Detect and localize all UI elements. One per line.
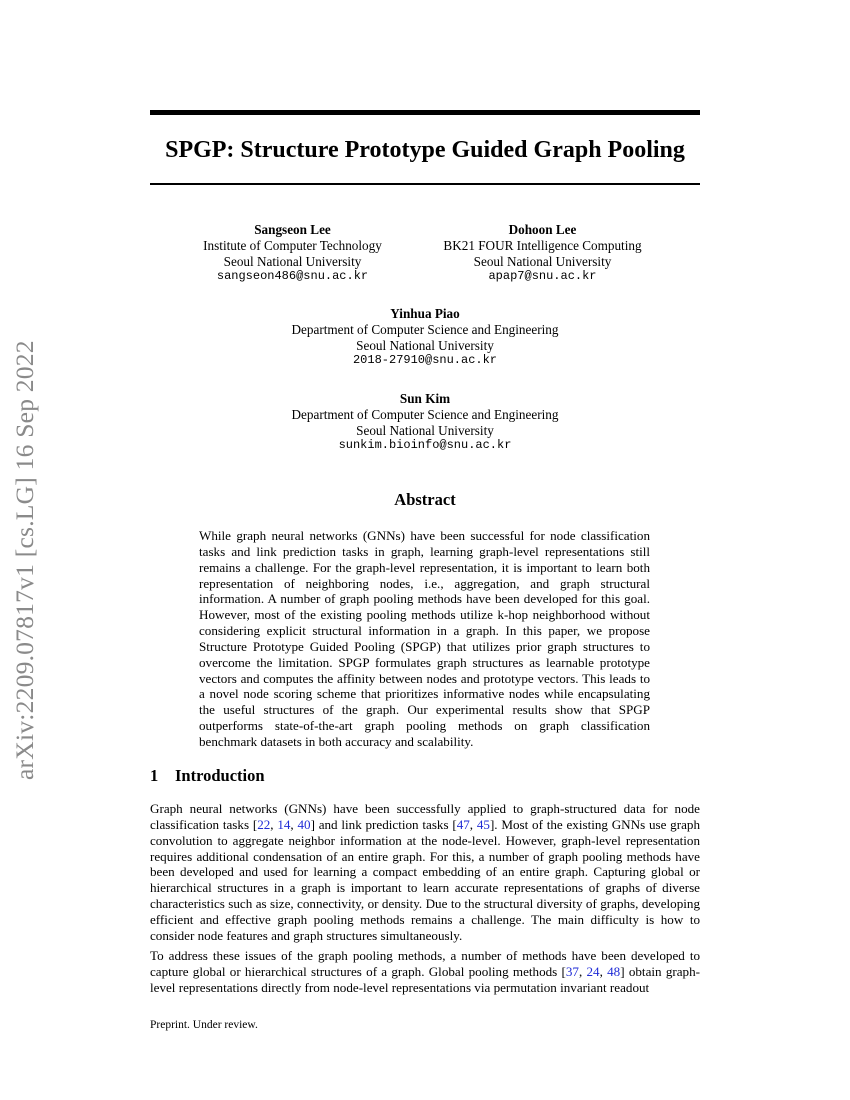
citation-separator: , [270,816,278,832]
citation-link[interactable]: 37 [565,963,579,979]
section-heading-introduction [150,766,265,786]
author-affiliation: Department of Computer Science and Engineering [291,406,559,422]
paragraph-text: Graph neural networks (GNNs) have been successfully applied to graph-structured data for node classification tasks [ [150,801,700,832]
citation-link[interactable]: 24 [586,963,600,979]
paragraph-text: ] and link prediction tasks [ [310,816,457,832]
author-university: Seoul National University [356,337,494,353]
section-number: 1 [150,766,159,785]
author-university: Seoul National University [473,253,612,269]
citation-separator: , [469,816,477,832]
citation-separator: , [599,963,608,979]
arxiv-identifier-stamp: arXiv:2209.07817v1 [cs.LG] 16 Sep 2022 [10,340,39,780]
citation-link[interactable]: 40 [297,816,311,832]
paragraph-text: To address these issues of the graph pooling methods, a number of methods have been developed to capture global or hierarchical structures of a graph. Global pooling methods [ [150,948,700,979]
author-name: Yinhua Piao [390,306,460,321]
author-name: Dohoon Lee [508,222,577,237]
section-title: Introduction [175,766,265,785]
author-affiliation: Institute of Computer Technology [203,237,382,253]
citation-link[interactable]: 47 [456,816,470,832]
author-name: Sangseon Lee [254,222,331,237]
author-email[interactable]: sangseon486@snu.ac.kr [216,269,369,284]
author-email[interactable]: sunkim.bioinfo@snu.ac.kr [338,438,512,453]
title-bottom-rule [150,183,700,185]
author-university: Seoul National University [223,253,362,269]
intro-paragraph-1 [150,801,700,944]
abstract-heading: Abstract [394,490,456,509]
citation-separator: , [290,816,298,832]
author-email[interactable]: apap7@snu.ac.kr [488,269,597,284]
paragraph-text: ]. Most of the existing GNNs use graph convolution to aggregate neighbor information at the node-level. However, graph-level representation requires additional condensation of an entire graph. For this, a number of graph pooling methods have been developed and used for learning a compact embedding of an entire graph. Capturing global or hierarchical structures in a graph is important to learn accurate representations of graphs of diverse characteristics such as size, connectivity, or density. Due to the structural diversity of graphs, developing efficient and effective graph pooling methods remains a challenge. The main difficulty is how to consider node features and graph structures simultaneously. [150,816,700,943]
citation-link[interactable]: 22 [257,816,271,832]
author-affiliation: BK21 FOUR Intelligence Computing [443,237,642,253]
author-name: Sun Kim [399,391,451,406]
citation-separator: , [578,963,587,979]
author-block-2 [415,222,670,285]
author-block-3 [150,306,700,369]
abstract-text: While graph neural networks (GNNs) have been successful for node classification tasks and link prediction tasks in graph, learning graph-level representations still remains a challenge. For the graph-level representation, it is important to learn both representation of neighboring nodes, i.e., aggregation, and graph structural information. A number of graph pooling methods have been developed for this goal. However, most of the existing pooling methods utilize k-hop neighborhood without considering explicit structural information in a graph. In this paper, we propose Structure Prototype Guided Pooling (SPGP) that utilizes prior graph structures to overcome the limitation. SPGP formulates graph structures as learnable prototype vectors and computes the affinity between nodes and prototype vectors. This leads to a novel node scoring scheme that prioritizes informative nodes while encapsulating the useful structures of the graph. Our experimental results show that SPGP outperforms state-of-the-art graph pooling methods on graph classification benchmark datasets in both accuracy and scalability. [199,528,650,749]
footer-note: Preprint. Under review. [150,1019,258,1031]
author-university: Seoul National University [356,422,494,438]
author-affiliation: Department of Computer Science and Engineering [291,321,559,337]
title-top-rule [150,110,700,115]
paper-title: SPGP: Structure Prototype Guided Graph Pooling [165,137,685,163]
author-block-1 [170,222,415,285]
citation-link[interactable]: 48 [607,963,621,979]
author-block-4 [150,391,700,454]
author-email[interactable]: 2018-27910@snu.ac.kr [352,353,498,368]
citation-link[interactable]: 14 [277,816,291,832]
citation-link[interactable]: 45 [476,816,490,832]
intro-paragraph-2 [150,948,700,996]
paragraph-text: ] obtain graph-level representations directly from node-level representations via permutation invariant readout [150,963,700,995]
